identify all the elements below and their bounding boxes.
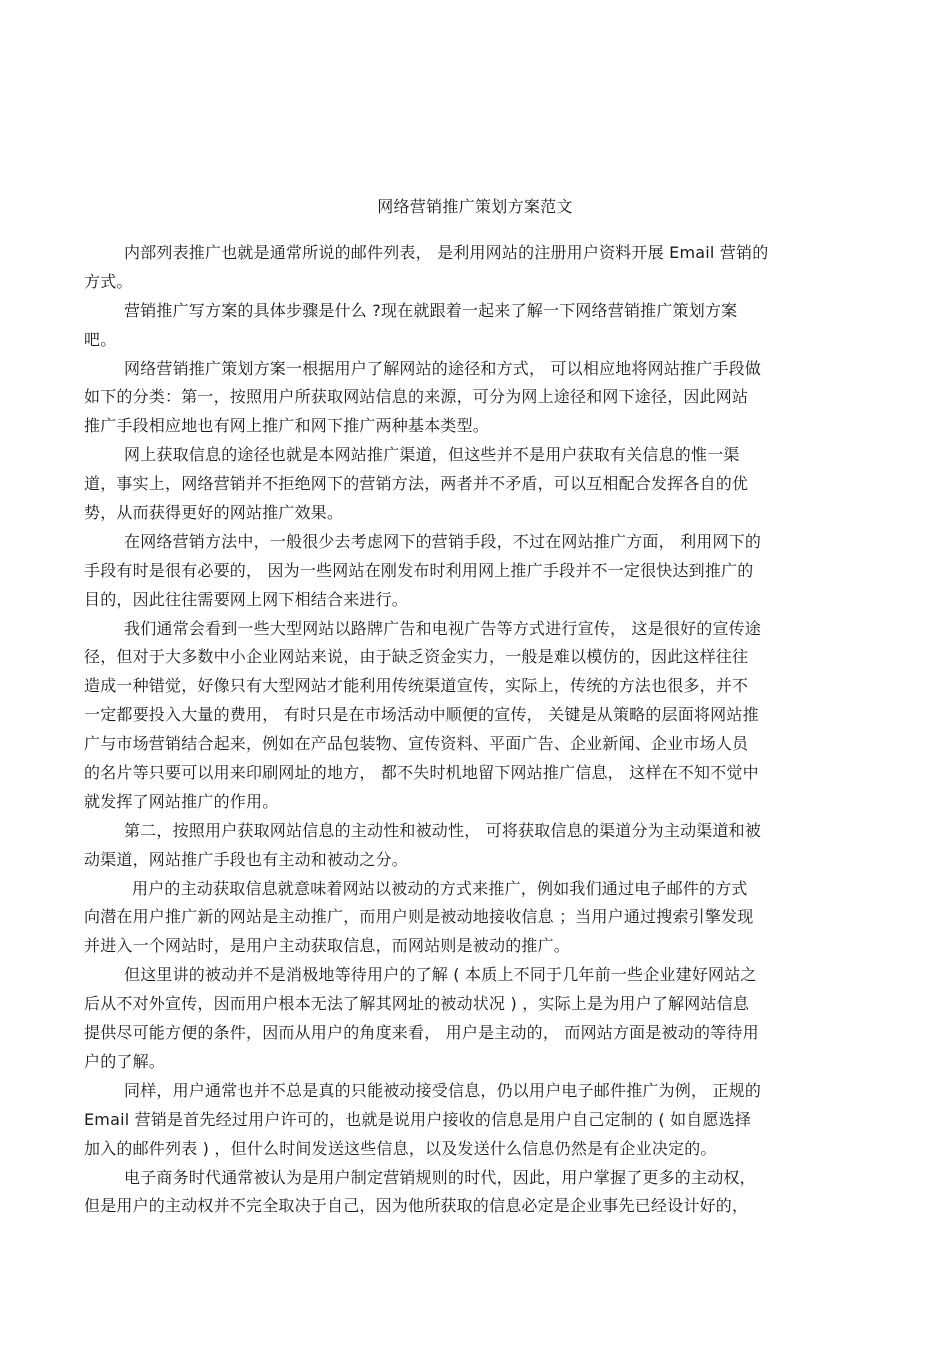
paragraph-line: 用户的主动获取信息就意味着网站以被动的方式来推广，例如我们通过电子邮件的方式 (132, 878, 748, 898)
paragraph-line: 户的了解。 (84, 1051, 166, 1071)
paragraph (84, 239, 864, 297)
paragraph (84, 441, 864, 528)
paragraph-line: 推广手段相应地也有网上推广和网下推广两种基本类型。 (84, 416, 490, 436)
paragraph-line: 在网络营销方法中，一般很少去考虑网下的营销手段，不过在网站推广方面， 利用网下的 (124, 531, 762, 551)
paragraph (84, 615, 864, 817)
paragraph (84, 297, 864, 355)
paragraph-line: 广与市场营销结合起来，例如在产品包装物、宣传资料、平面广告、企业新闻、企业市场人员 (84, 734, 749, 754)
paragraph-line: 道，事实上，网络营销并不拒绝网下的营销方法，两者并不矛盾，可以互相配合发挥各自的优 (84, 474, 749, 494)
paragraph-line: 向潜在用户推广新的网站是主动推广，而用户则是被动地接收信息 ；当用户通过搜索引擎发现 (84, 907, 754, 927)
paragraph-line: 一定都要投入大量的费用， 有时只是在市场活动中顺便的宣传， 关键是从策略的层面将网站推 (84, 705, 759, 725)
paragraph-line: 我们通常会看到一些大型网站以路牌广告和电视广告等方式进行宣传， 这是很好的宣传途 (124, 618, 762, 638)
paragraph-line: 电子商务时代通常被认为是用户制定营销规则的时代，因此，用户掌握了更多的主动权， (124, 1167, 756, 1187)
paragraph-line: 并进入一个网站时，是用户主动获取信息，而网站则是被动的推广。 (84, 936, 571, 956)
paragraph-line: 手段有时是很有必要的， 因为一些网站在刚发布时利用网上推广手段并不一定很快达到推广的 (84, 560, 754, 580)
paragraph-line: 网上获取信息的途径也就是本网站推广渠道，但这些并不是用户获取有关信息的惟一渠 (124, 445, 740, 465)
paragraph-line: 网络营销推广策划方案一根据用户了解网站的途径和方式， 可以相应地将网站推广手段做 (124, 358, 762, 378)
paragraph-line: 方式。 (84, 271, 133, 291)
paragraph-line: 的名片等只要可以用来印刷网址的地方， 都不失时机地留下网站推广信息， 这样在不知不觉中 (84, 763, 759, 783)
paragraph-line: 但这里讲的被动并不是消极地等待用户的了解 ( 本质上不同于几年前一些企业建好网站之 (124, 965, 757, 985)
paragraph (84, 961, 864, 1077)
paragraph-line: 径，但对于大多数中小企业网站来说，由于缺乏资金实力，一般是难以模仿的，因此这样往往 (84, 647, 749, 667)
paragraph-line: Email 营销是首先经过用户许可的，也就是说用户接收的信息是用户自己定制的 ( 如自愿选择 (84, 1109, 752, 1129)
paragraph-line: 如下的分类：第一，按照用户所获取网站信息的来源，可分为网上途径和网下途径，因此网站 (84, 387, 749, 407)
paragraph (84, 817, 864, 875)
paragraph-line: 提供尽可能方便的条件，因而从用户的角度来看， 用户是主动的， 而网站方面是被动的等待用 (84, 1023, 759, 1043)
paragraph-line: 目的，因此往往需要网上网下相结合来进行。 (84, 589, 409, 609)
document-body (84, 239, 864, 1221)
paragraph-line: 后从不对外宣传，因而用户根本无法了解其网址的被动状况 ) ，实际上是为用户了解网站信息 (84, 994, 750, 1014)
paragraph-line: 就发挥了网站推广的作用。 (84, 791, 279, 811)
paragraph (84, 528, 864, 615)
paragraph-line: 造成一种错觉，好像只有大型网站才能利用传统渠道宣传，实际上，传统的方法也很多，并不 (84, 676, 749, 696)
paragraph (84, 1077, 864, 1164)
paragraph (84, 1164, 864, 1222)
paragraph (84, 355, 864, 442)
paragraph-line: 势，从而获得更好的网站推广效果。 (84, 503, 344, 523)
paragraph-line: 同样，用户通常也并不总是真的只能被动接受信息，仍以用户电子邮件推广为例， 正规的 (124, 1080, 762, 1100)
paragraph-line: 第二，按照用户获取网站信息的主动性和被动性， 可将获取信息的渠道分为主动渠道和被 (124, 820, 762, 840)
paragraph-line: 内部列表推广也就是通常所说的邮件列表， 是利用网站的注册用户资料开展 Email 营销的 (124, 243, 769, 262)
paragraph-line: 但是用户的主动权并不完全取决于自己，因为他所获取的信息必定是企业事先已经设计好的， (84, 1196, 749, 1216)
document-title: 网络营销推广策划方案范文 (377, 197, 573, 216)
paragraph-line: 加入的邮件列表 ) ，但什么时间发送这些信息，以及发送什么信息仍然是有企业决定的。 (84, 1138, 717, 1158)
paragraph-line: 营销推广写方案的具体步骤是什么 ?现在就跟着一起来了解一下网络营销推广策划方案 (124, 300, 738, 320)
paragraph-line: 动渠道，网站推广手段也有主动和被动之分。 (84, 849, 409, 869)
paragraph-line: 吧。 (84, 329, 117, 349)
paragraph (84, 875, 864, 962)
